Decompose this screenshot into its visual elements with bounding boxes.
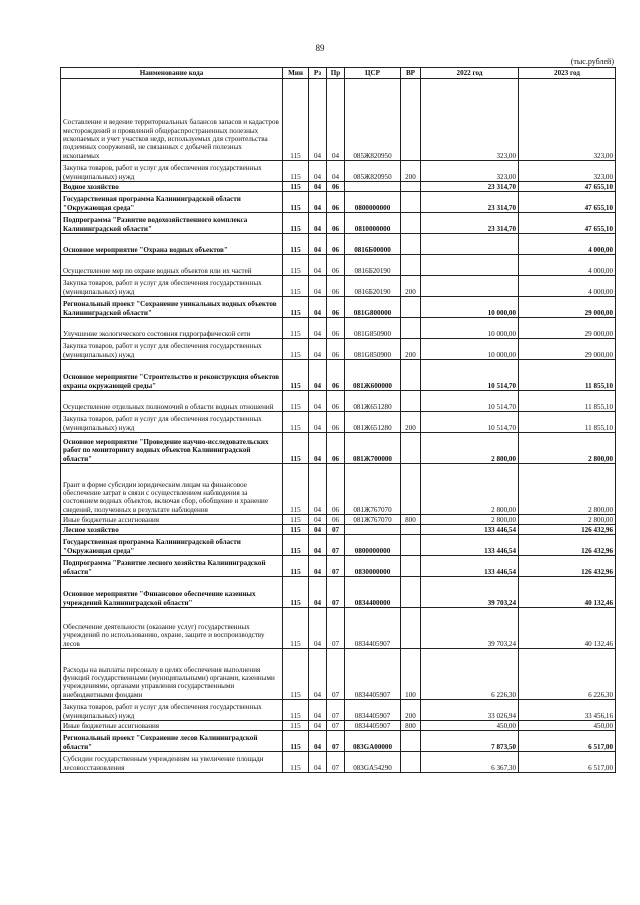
budget-table	[60, 67, 616, 773]
table-row	[61, 360, 616, 391]
table-row	[61, 234, 616, 255]
table-row	[61, 577, 616, 608]
row-min: 115	[283, 752, 309, 773]
row-rz: 04	[309, 234, 327, 255]
page-number: 89	[315, 43, 325, 53]
table-row	[61, 649, 616, 700]
row-vr: 200	[401, 412, 421, 433]
table-row	[61, 721, 616, 731]
row-pr: 07	[327, 700, 345, 721]
row-2023: 6 226,30	[519, 649, 616, 700]
row-rz: 04	[309, 255, 327, 276]
row-rz: 04	[309, 608, 327, 649]
row-name: Составление и ведение территориальных балансов запасов и кадастров месторождений и проявлений общераспространенных полезных ископаемых и учет участков недр, используемых для строительства подземных сооружений, не связанных с добычей полезных ископаемых	[61, 79, 283, 161]
row-pr: 07	[327, 525, 345, 535]
row-2023: 29 000,00	[519, 339, 616, 360]
row-vr	[401, 577, 421, 608]
row-2023: 47 655,10	[519, 213, 616, 234]
table-row	[61, 339, 616, 360]
row-name: Государственная программа Калининградской области "Окружающая среда"	[61, 192, 283, 213]
row-rz: 04	[309, 700, 327, 721]
row-min: 115	[283, 535, 309, 556]
row-2023: 323,00	[519, 161, 616, 182]
table-row	[61, 318, 616, 339]
row-min: 115	[283, 391, 309, 412]
header-name: Наименование кода	[61, 68, 283, 79]
row-name: Региональный проект "Сохранение уникальных водных объектов Калининградской области"	[61, 297, 283, 318]
row-min: 115	[283, 276, 309, 297]
row-rz: 04	[309, 339, 327, 360]
row-pr: 06	[327, 433, 345, 464]
table-row	[61, 464, 616, 515]
header-vr: ВР	[401, 68, 421, 79]
row-2023: 2 800,00	[519, 515, 616, 525]
row-name: Государственная программа Калининградской области "Окружающая среда"	[61, 535, 283, 556]
row-min: 115	[283, 515, 309, 525]
row-vr: 800	[401, 721, 421, 731]
row-pr: 06	[327, 192, 345, 213]
table-row	[61, 79, 616, 161]
row-rz: 04	[309, 752, 327, 773]
row-2023: 40 132,46	[519, 577, 616, 608]
row-pr: 07	[327, 731, 345, 752]
row-csr: 081G850900	[345, 339, 401, 360]
row-2022: 2 800,00	[421, 433, 519, 464]
row-name: Закупка товаров, работ и услуг для обеспечения государственных (муниципальных) нужд	[61, 412, 283, 433]
row-pr: 06	[327, 391, 345, 412]
row-csr: 0834400000	[345, 577, 401, 608]
row-2023: 47 655,10	[519, 182, 616, 192]
row-pr: 07	[327, 721, 345, 731]
row-rz: 04	[309, 297, 327, 318]
row-pr: 06	[327, 339, 345, 360]
row-name: Грант в форме субсидии юридическим лицам на финансовое обеспечение затрат в связи с осуществлением наблюдения за состоянием водных объектов, включая сбор, обобщение и хранение сведений, полученных в результате наблюдения	[61, 464, 283, 515]
row-2023: 11 855,10	[519, 412, 616, 433]
row-pr: 06	[327, 297, 345, 318]
row-vr: 800	[401, 515, 421, 525]
row-2022: 133 446,54	[421, 556, 519, 577]
row-rz: 04	[309, 412, 327, 433]
table-row	[61, 525, 616, 535]
row-2023: 29 000,00	[519, 297, 616, 318]
header-2022: 2022 год	[421, 68, 519, 79]
row-vr: 200	[401, 700, 421, 721]
row-2023: 126 432,96	[519, 535, 616, 556]
row-vr	[401, 234, 421, 255]
row-vr: 200	[401, 276, 421, 297]
table-body	[61, 79, 616, 773]
table-row	[61, 556, 616, 577]
row-2023: 126 432,96	[519, 556, 616, 577]
row-name: Иные бюджетные ассигнования	[61, 721, 283, 731]
row-2022: 10 000,00	[421, 318, 519, 339]
row-csr: 0834405907	[345, 721, 401, 731]
table-row	[61, 213, 616, 234]
row-vr	[401, 297, 421, 318]
row-vr	[401, 464, 421, 515]
row-pr: 07	[327, 556, 345, 577]
row-2022: 10 514,70	[421, 360, 519, 391]
row-vr	[401, 433, 421, 464]
row-2022: 10 514,70	[421, 391, 519, 412]
row-rz: 04	[309, 318, 327, 339]
row-2022: 10 514,70	[421, 412, 519, 433]
row-csr: 085Ж820950	[345, 79, 401, 161]
row-name: Закупка товаров, работ и услуг для обеспечения государственных (муниципальных) нужд	[61, 161, 283, 182]
row-pr: 06	[327, 276, 345, 297]
row-name: Подпрограмма "Развитие водохозяйственного комплекса Калининградской области"	[61, 213, 283, 234]
row-min: 115	[283, 731, 309, 752]
row-name: Водное хозяйство	[61, 182, 283, 192]
row-min: 115	[283, 556, 309, 577]
row-2022: 7 873,50	[421, 731, 519, 752]
row-csr: 081G800000	[345, 297, 401, 318]
row-name: Основное мероприятие "Строительство и реконструкция объектов охраны окружающей среды"	[61, 360, 283, 391]
row-2022: 23 314,70	[421, 213, 519, 234]
row-2022: 2 800,00	[421, 515, 519, 525]
row-name: Улучшение экологического состояния гидрографической сети	[61, 318, 283, 339]
row-min: 115	[283, 608, 309, 649]
row-rz: 04	[309, 276, 327, 297]
table-row	[61, 161, 616, 182]
row-vr	[401, 182, 421, 192]
row-csr: 0816Б00000	[345, 234, 401, 255]
row-csr: 0834405907	[345, 649, 401, 700]
row-2022: 23 314,70	[421, 192, 519, 213]
table-row	[61, 433, 616, 464]
row-2023: 2 800,00	[519, 464, 616, 515]
row-name: Подпрограмма "Развитие лесного хозяйства Калининградской области"	[61, 556, 283, 577]
row-csr: 0816Б20190	[345, 255, 401, 276]
row-csr	[345, 525, 401, 535]
row-vr	[401, 731, 421, 752]
row-vr	[401, 525, 421, 535]
row-2023: 11 855,10	[519, 391, 616, 412]
row-vr	[401, 391, 421, 412]
table-row	[61, 391, 616, 412]
row-vr	[401, 318, 421, 339]
row-csr	[345, 182, 401, 192]
row-name: Основное мероприятие "Охрана водных объектов"	[61, 234, 283, 255]
row-min: 115	[283, 464, 309, 515]
row-min: 115	[283, 721, 309, 731]
row-min: 115	[283, 161, 309, 182]
table-row	[61, 255, 616, 276]
row-min: 115	[283, 339, 309, 360]
row-2023: 6 517,00	[519, 752, 616, 773]
row-pr: 06	[327, 464, 345, 515]
table-row	[61, 700, 616, 721]
table-row	[61, 608, 616, 649]
row-2023: 126 432,96	[519, 525, 616, 535]
row-name: Осуществление отдельных полномочий в области водных отношений	[61, 391, 283, 412]
row-name: Обеспечение деятельности (оказание услуг) государственных учреждений по использованию, охране, защите и воспроизводству лесов	[61, 608, 283, 649]
row-2022: 6 226,30	[421, 649, 519, 700]
row-name: Субсидии государственным учреждениям на увеличение площади лесовосстановления	[61, 752, 283, 773]
table-row	[61, 276, 616, 297]
row-pr: 06	[327, 182, 345, 192]
row-rz: 04	[309, 182, 327, 192]
row-rz: 04	[309, 433, 327, 464]
row-2023: 4 000,00	[519, 234, 616, 255]
row-csr: 0816Б20190	[345, 276, 401, 297]
row-vr	[401, 192, 421, 213]
row-min: 115	[283, 360, 309, 391]
row-pr: 04	[327, 161, 345, 182]
header-pr: Пр	[327, 68, 345, 79]
table-header-row	[61, 68, 616, 79]
row-vr	[401, 752, 421, 773]
row-csr: 081G850900	[345, 318, 401, 339]
row-2022: 39 703,24	[421, 577, 519, 608]
row-rz: 04	[309, 525, 327, 535]
row-pr: 06	[327, 318, 345, 339]
row-2023: 11 855,10	[519, 360, 616, 391]
row-2023: 4 000,00	[519, 255, 616, 276]
header-min: Мин	[283, 68, 309, 79]
row-name: Основное мероприятие "Финансовое обеспечение казенных учреждений Калининградской области"	[61, 577, 283, 608]
row-csr: 0810000000	[345, 213, 401, 234]
row-rz: 04	[309, 391, 327, 412]
row-min: 115	[283, 234, 309, 255]
row-2023: 2 800,00	[519, 433, 616, 464]
table-row	[61, 412, 616, 433]
row-pr: 06	[327, 255, 345, 276]
row-2022: 2 800,00	[421, 464, 519, 515]
header-csr: ЦСР	[345, 68, 401, 79]
row-min: 115	[283, 182, 309, 192]
row-pr: 06	[327, 234, 345, 255]
table-row	[61, 297, 616, 318]
row-2022: 10 000,00	[421, 339, 519, 360]
row-2022: 39 703,24	[421, 608, 519, 649]
row-vr: 100	[401, 649, 421, 700]
table-row	[61, 182, 616, 192]
row-2023: 323,00	[519, 79, 616, 161]
row-min: 115	[283, 297, 309, 318]
row-pr: 07	[327, 752, 345, 773]
row-rz: 04	[309, 649, 327, 700]
table-row	[61, 192, 616, 213]
row-csr: 081Ж651280	[345, 391, 401, 412]
header-rz: Рз	[309, 68, 327, 79]
row-min: 115	[283, 649, 309, 700]
row-name: Расходы на выплаты персоналу в целях обеспечения выполнения функций государственными (муниципальными) органами, казенными учреждениями, органами управления государственными внебюджетными фондами	[61, 649, 283, 700]
row-2022: 10 000,00	[421, 297, 519, 318]
row-csr: 0800000000	[345, 535, 401, 556]
row-pr: 06	[327, 412, 345, 433]
table-row	[61, 515, 616, 525]
units-label: (тыс.рублей)	[570, 57, 614, 66]
row-pr: 04	[327, 79, 345, 161]
row-csr: 0834405907	[345, 700, 401, 721]
row-2023: 6 517,00	[519, 731, 616, 752]
row-min: 115	[283, 79, 309, 161]
row-pr: 07	[327, 535, 345, 556]
row-rz: 04	[309, 721, 327, 731]
row-min: 115	[283, 192, 309, 213]
row-2023: 29 000,00	[519, 318, 616, 339]
row-rz: 04	[309, 515, 327, 525]
row-2023: 450,00	[519, 721, 616, 731]
row-csr: 081Ж767070	[345, 515, 401, 525]
row-2022: 133 446,54	[421, 535, 519, 556]
row-csr: 081Ж651280	[345, 412, 401, 433]
row-2022	[421, 276, 519, 297]
row-vr	[401, 608, 421, 649]
row-pr: 07	[327, 608, 345, 649]
row-min: 115	[283, 255, 309, 276]
row-rz: 04	[309, 577, 327, 608]
row-min: 115	[283, 525, 309, 535]
table-row	[61, 752, 616, 773]
row-2023: 4 000,00	[519, 276, 616, 297]
row-csr: 085Ж820950	[345, 161, 401, 182]
row-csr: 0830000000	[345, 556, 401, 577]
row-vr	[401, 79, 421, 161]
row-csr: 081Ж700000	[345, 433, 401, 464]
row-pr: 06	[327, 360, 345, 391]
row-rz: 04	[309, 192, 327, 213]
row-2022: 323,00	[421, 79, 519, 161]
row-pr: 06	[327, 515, 345, 525]
row-2022: 23 314,70	[421, 182, 519, 192]
row-name: Лесное хозяйство	[61, 525, 283, 535]
row-pr: 06	[327, 213, 345, 234]
row-2022	[421, 234, 519, 255]
row-2022	[421, 255, 519, 276]
row-pr: 07	[327, 649, 345, 700]
table-row	[61, 535, 616, 556]
row-name: Осуществление мер по охране водных объектов или их частей	[61, 255, 283, 276]
row-2023: 33 456,16	[519, 700, 616, 721]
row-csr: 081Ж600000	[345, 360, 401, 391]
row-csr: 0834405907	[345, 608, 401, 649]
header-2023: 2023 год	[519, 68, 616, 79]
row-2022: 133 446,54	[421, 525, 519, 535]
row-vr	[401, 535, 421, 556]
row-vr	[401, 556, 421, 577]
row-vr: 200	[401, 339, 421, 360]
row-vr	[401, 213, 421, 234]
row-name: Иные бюджетные ассигнования	[61, 515, 283, 525]
row-rz: 04	[309, 535, 327, 556]
row-min: 115	[283, 700, 309, 721]
row-rz: 04	[309, 79, 327, 161]
row-rz: 04	[309, 731, 327, 752]
row-name: Основное мероприятие "Проведение научно-исследовательских работ по мониторингу водных объектов Калининградской области"	[61, 433, 283, 464]
row-rz: 04	[309, 360, 327, 391]
row-vr: 200	[401, 161, 421, 182]
row-csr: 0800000000	[345, 192, 401, 213]
row-csr: 083GA54290	[345, 752, 401, 773]
row-name: Закупка товаров, работ и услуг для обеспечения государственных (муниципальных) нужд	[61, 700, 283, 721]
row-rz: 04	[309, 556, 327, 577]
row-rz: 04	[309, 161, 327, 182]
row-2022: 450,00	[421, 721, 519, 731]
row-2022: 6 367,30	[421, 752, 519, 773]
row-2023: 40 132,46	[519, 608, 616, 649]
row-csr: 083GA00000	[345, 731, 401, 752]
row-min: 115	[283, 433, 309, 464]
row-min: 115	[283, 412, 309, 433]
row-name: Региональный проект "Сохранение лесов Калининградской области"	[61, 731, 283, 752]
row-pr: 07	[327, 577, 345, 608]
row-rz: 04	[309, 464, 327, 515]
row-min: 115	[283, 577, 309, 608]
row-name: Закупка товаров, работ и услуг для обеспечения государственных (муниципальных) нужд	[61, 339, 283, 360]
row-name: Закупка товаров, работ и услуг для обеспечения государственных (муниципальных) нужд	[61, 276, 283, 297]
row-rz: 04	[309, 213, 327, 234]
row-vr	[401, 360, 421, 391]
row-min: 115	[283, 318, 309, 339]
row-min: 115	[283, 213, 309, 234]
table-row	[61, 731, 616, 752]
row-csr: 081Ж767070	[345, 464, 401, 515]
row-vr	[401, 255, 421, 276]
row-2022: 323,00	[421, 161, 519, 182]
row-2023: 47 655,10	[519, 192, 616, 213]
row-2022: 33 026,94	[421, 700, 519, 721]
